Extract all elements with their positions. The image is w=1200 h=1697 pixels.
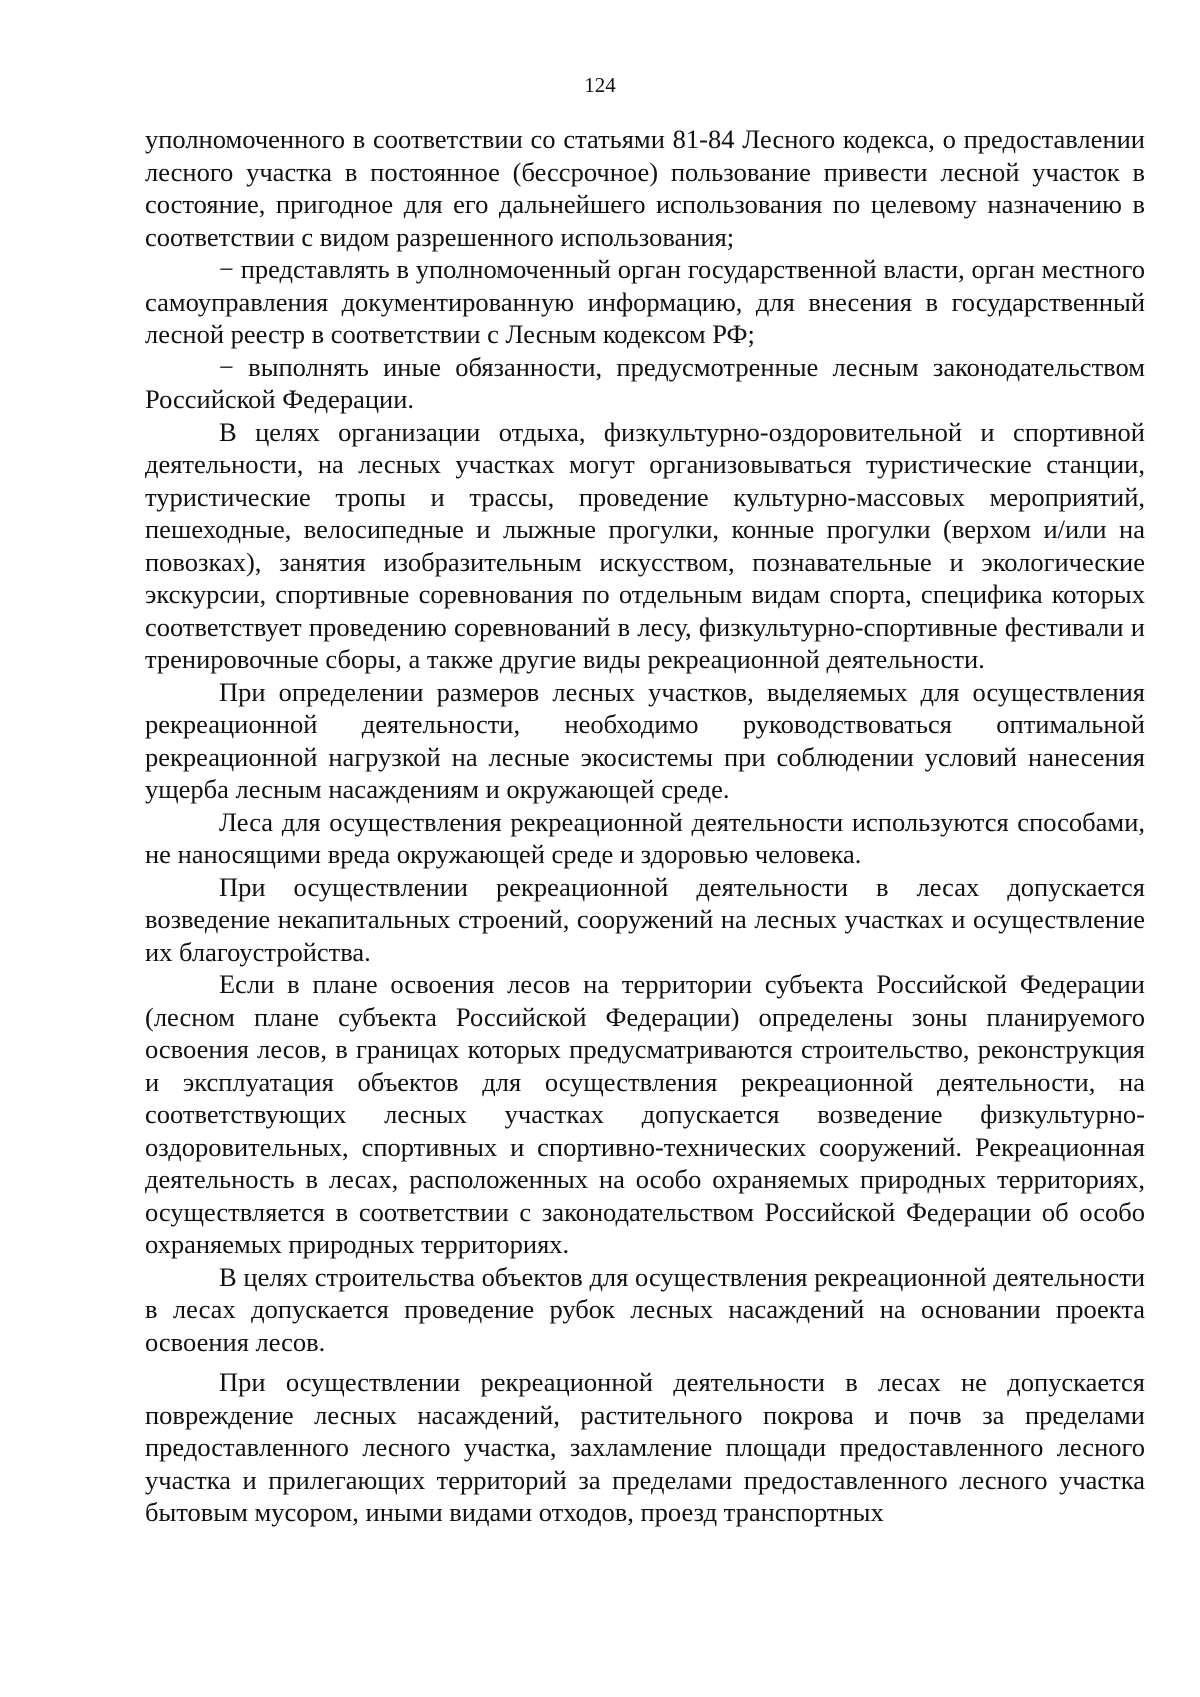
paragraph-development-zones: Если в плане освоения лесов на территории субъекта Российской Федерации (лесном плане субъекта Российской Федерации) определены зоны планируемого освоения лесов, в границах которых предусматриваются строительство, реконструкция и эксплуатация объектов для осуществления рекреационной деятельности, на соответствующих лесных участках допускается возведение физкультурно-оздоровительных, спортивных и спортивно-технических сооружений. Рекреационная деятельность в лесах, расположенных на особо охраняемых природных территориях, осуществляется в соответствии с законодательством Российской Федерации об особо охраняемых природных территориях. [145, 969, 1145, 1259]
paragraph-construction-felling: В целях строительства объектов для осуществления рекреационной деятельности в лесах допускается проведение рубок лесных насаждений на основании проекта освоения лесов. [145, 1261, 1145, 1357]
paragraph-recreation-goals: В целях организации отдыха, физкультурно-оздоровительной и спортивной деятельности, на лесных участках могут организовываться туристические станции, туристические тропы и трассы, проведение культурно-массовых мероприятий, пешеходные, велосипедные и лыжные прогулки, конные прогулки (верхом и/или на повозках), занятия изобразительным искусством, познавательные и экологические экскурсии, спортивные соревнования по отдельным видам спорта, специфика которых соответствует проведению соревнований в лесу, физкультурно-спортивные фестивали и тренировочные сборы, а также другие виды рекреационной деятельности. [145, 416, 1145, 674]
paragraph-plot-sizes: При определении размеров лесных участков, выделяемых для осуществления рекреационной деятельности, необходимо руководствоваться оптимальной рекреационной нагрузкой на лесные экосистемы при соблюдении условий нанесения ущерба лесным насаждениям и окружающей среде. [145, 676, 1145, 804]
paragraph-obligation-report: − представлять в уполномоченный орган государственной власти, орган местного самоуправления документированную информацию, для внесения в государственный лесной реестр в соответствии с Лесным кодексом РФ; [145, 254, 1145, 349]
paragraph-continuation: уполномоченного в соответствии со статьями 81-84 Лесного кодекса, о предоставлении лесного участка в постоянное (бессрочное) пользование привести лесной участок в состояние, пригодное для его дальнейшего использования по целевому назначению в соответствии с видом разрешенного использования; [145, 124, 1145, 252]
paragraph-noncapital-structures: При осуществлении рекреационной деятельности в лесах допускается возведение некапитальных строений, сооружений на лесных участках и осуществление их благоустройства. [145, 871, 1145, 967]
paragraph-obligation-other: − выполнять иные обязанности, предусмотренные лесным законодательством Российской Федерации. [145, 351, 1145, 414]
paragraph-prohibitions: При осуществлении рекреационной деятельности в лесах не допускается повреждение лесных насаждений, растительного покрова и почв за пределами предоставленного лесного участка, захламление площади предоставленного лесного участка и прилегающих территорий за пределами предоставленного лесного участка бытовым мусором, иными видами отходов, проезд транспортных [145, 1367, 1145, 1527]
paragraph-forest-use: Леса для осуществления рекреационной деятельности используются способами, не наносящими вреда окружающей среде и здоровью человека. [145, 806, 1145, 869]
page-number: 124 [584, 73, 616, 97]
document-body [145, 123, 1145, 1529]
